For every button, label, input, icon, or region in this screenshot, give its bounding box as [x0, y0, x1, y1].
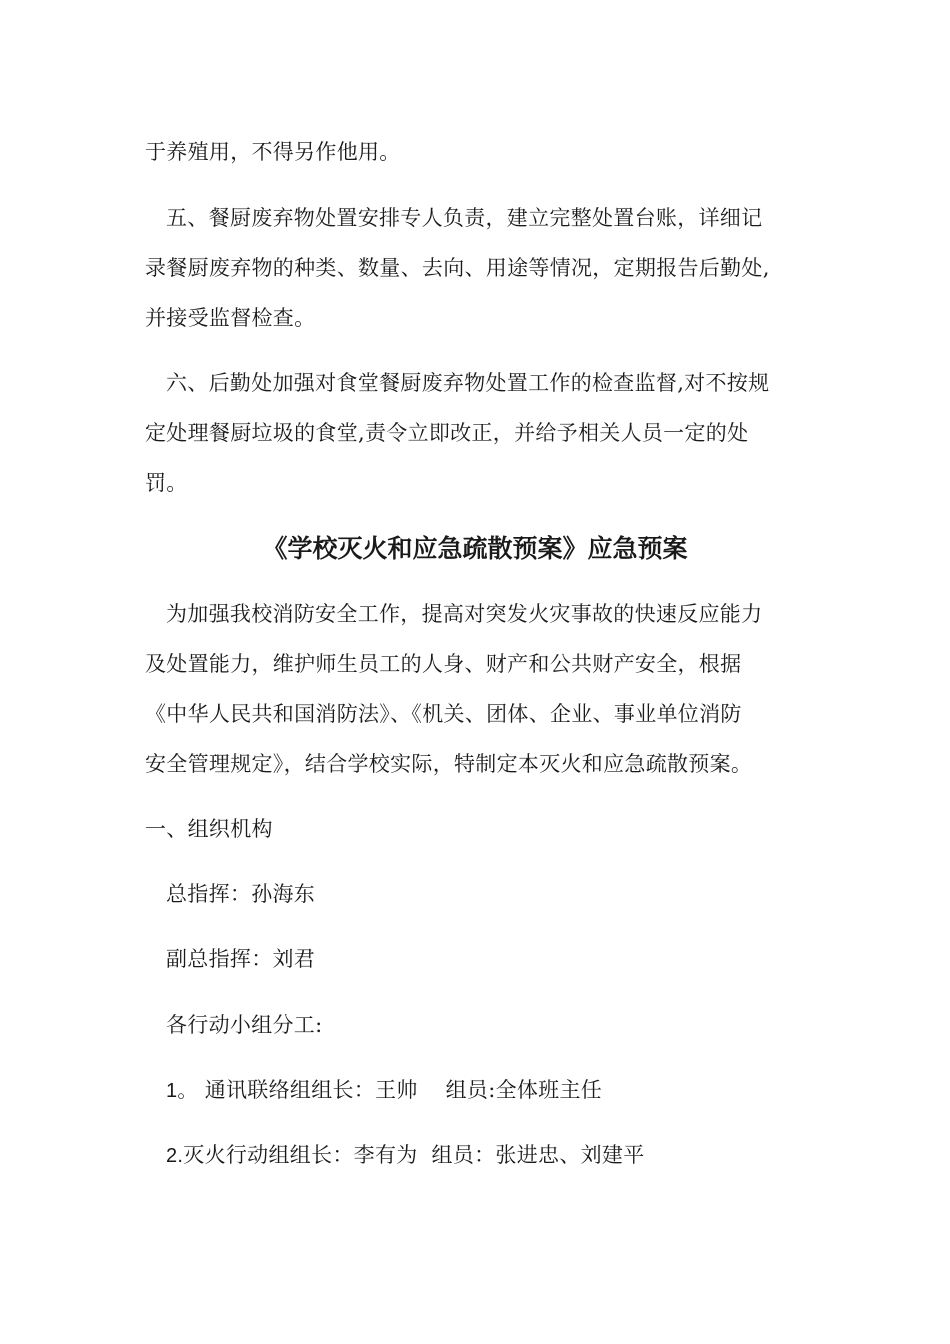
group-2-text: 灭火行动组组长：李有为 组员：张进忠、刘建平: [183, 1143, 645, 1167]
paragraph-6-line-2: 定处理餐厨垃圾的食堂,责令立即改正，并给予相关人员一定的处: [145, 421, 749, 445]
intro-line-4: 安全管理规定》，结合学校实际，特制定本灭火和应急疏散预案。: [145, 752, 753, 776]
paragraph-4-tail: 于养殖用，不得另作他用。: [145, 140, 401, 164]
paragraph-5-line-3: 并接受监督检查。: [145, 306, 316, 330]
intro-line-3: 《中华人民共和国消防法》、《机关、团体、企业、事业单位消防: [145, 702, 742, 726]
group-1-text: 通讯联络组组长：王帅 组员:全体班主任: [197, 1078, 603, 1102]
intro-line-2: 及处置能力，维护师生员工的人身、财产和公共财产安全，根据: [145, 652, 742, 676]
paragraph-5-line-2: 录餐厨废弃物的种类、数量、去向、用途等情况，定期报告后勤处,: [145, 256, 770, 280]
group-2-number: 2.: [166, 1145, 184, 1167]
paragraph-6-line-1: 六、后勤处加强对食堂餐厨废弃物处置工作的检查监督,对不按规: [166, 371, 770, 395]
deputy-commander-line: 副总指挥：刘君: [166, 947, 316, 971]
group-1-line: [166, 1075, 602, 1106]
group-2-line: [166, 1140, 645, 1171]
group-1-number: 1。: [166, 1080, 198, 1102]
commander-line: 总指挥：孙海东: [166, 882, 316, 906]
groups-heading: 各行动小组分工:: [166, 1013, 323, 1037]
paragraph-5-line-1: 五、餐厨废弃物处置安排专人负责，建立完整处置台账，详细记: [166, 206, 763, 230]
plan-title: 《学校灭火和应急疏散预案》应急预案: [262, 534, 688, 563]
org-heading: 一、组织机构: [145, 817, 273, 841]
intro-line-1: 为加强我校消防安全工作，提高对突发火灾事故的快速反应能力: [166, 602, 763, 626]
paragraph-6-line-3: 罚。: [145, 471, 188, 495]
